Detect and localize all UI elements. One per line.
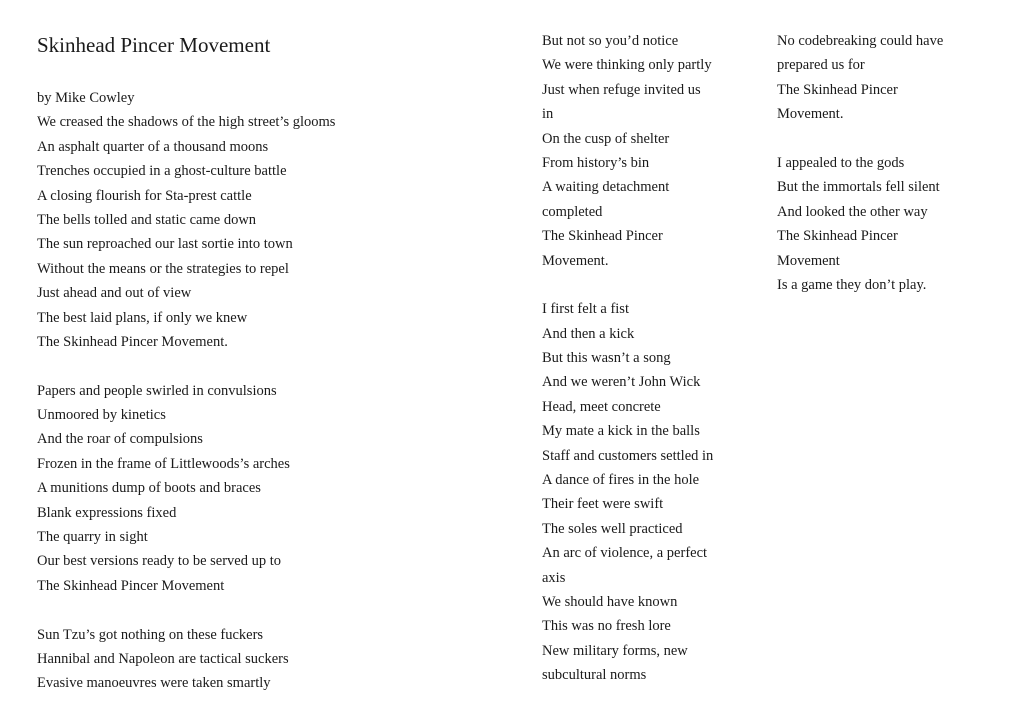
poem-line: A dance of fires in the hole (542, 472, 700, 489)
poem-line: I first felt a fist (542, 301, 629, 318)
poem-line: A waiting detachment (542, 179, 670, 196)
poem-line: The sun reproached our last sortie into town (37, 236, 293, 253)
poem-line: The Skinhead Pincer Movement. (37, 333, 228, 350)
poem-line: And then a kick (542, 325, 635, 342)
poem-line: Movement (777, 252, 840, 269)
poem-column-2 (542, 29, 713, 688)
poem-title: Skinhead Pincer Movement (37, 33, 271, 57)
stanza-break (542, 273, 713, 297)
poem-line: Sun Tzu’s got nothing on these fuckers (37, 626, 264, 643)
poem-line: But not so you’d notice (542, 33, 679, 49)
poem-line: The bells tolled and static came down (37, 211, 257, 228)
poem-line: The best laid plans, if only we knew (37, 309, 248, 326)
poem-line: We were thinking only partly (542, 57, 712, 74)
poem-line: The quarry in sight (37, 529, 148, 546)
poem-line: axis (542, 569, 566, 586)
poem-line: Evasive manoeuvres were taken smartly (37, 675, 271, 692)
poem-line: Movement. (777, 106, 844, 123)
poem-line: Blank expressions fixed (37, 504, 177, 521)
poem-line: Staff and customers settled in (542, 447, 714, 464)
poem-line: prepared us for (777, 57, 865, 74)
poem-line: The Skinhead Pincer (542, 228, 663, 245)
poem-line: Frozen in the frame of Littlewoods’s arches (37, 455, 290, 472)
poem-line: completed (542, 203, 603, 220)
poem-column-3 (777, 29, 943, 297)
poem-line: The Skinhead Pincer Movement (37, 577, 225, 594)
poem-line: Head, meet concrete (542, 398, 661, 415)
poem-line: We should have known (542, 593, 678, 610)
poem-line: My mate a kick in the balls (542, 423, 700, 440)
poem-line: in (542, 106, 554, 123)
poem-line: Hannibal and Napoleon are tactical suckers (37, 650, 289, 667)
poem-line: We creased the shadows of the high street’s glooms (37, 114, 336, 131)
stanza-break (777, 127, 943, 151)
poem-line: No codebreaking could have (777, 33, 944, 49)
poem-line: Just when refuge invited us (542, 81, 701, 98)
poem-line: Their feet were swift (542, 496, 664, 513)
poem-line: And the roar of compulsions (37, 431, 203, 448)
poem-line: I appealed to the gods (777, 154, 905, 171)
poem-line: Without the means or the strategies to repel (37, 260, 289, 277)
poem-line: An arc of violence, a perfect (542, 545, 708, 562)
poem-line: From history’s bin (542, 154, 650, 171)
poem-line: And looked the other way (777, 203, 928, 220)
poem-line: On the cusp of shelter (542, 130, 670, 147)
poem-line: Our best versions ready to be served up to (37, 553, 282, 570)
poem-line: The Skinhead Pincer (777, 81, 898, 98)
poem-line: Unmoored by kinetics (37, 407, 166, 424)
poem-line: A closing flourish for Sta-prest cattle (37, 187, 252, 204)
poem-line: New military forms, new (542, 642, 688, 659)
poem-line: Just ahead and out of view (37, 285, 192, 302)
poem-line: The soles well practiced (542, 520, 683, 537)
poem-line: Trenches occupied in a ghost-culture battle (37, 163, 287, 180)
stanza-break (37, 598, 335, 622)
poem-line: Movement. (542, 252, 609, 269)
poem-line: But this wasn’t a song (542, 350, 671, 367)
poem-line: An asphalt quarter of a thousand moons (37, 138, 269, 155)
poem-line: Is a game they don’t play. (777, 276, 927, 293)
poem-line: And we weren’t John Wick (542, 374, 701, 391)
poem-line: The Skinhead Pincer (777, 228, 898, 245)
poem-line: Papers and people swirled in convulsions (37, 382, 277, 399)
stanza-break (37, 354, 335, 378)
poem-line: A munitions dump of boots and braces (37, 480, 261, 497)
poem-line: by Mike Cowley (37, 90, 135, 106)
poem-line: This was no fresh lore (542, 618, 671, 635)
poem-column-1 (37, 86, 335, 696)
poem-line: But the immortals fell silent (777, 179, 940, 196)
poem-line: subcultural norms (542, 667, 647, 684)
